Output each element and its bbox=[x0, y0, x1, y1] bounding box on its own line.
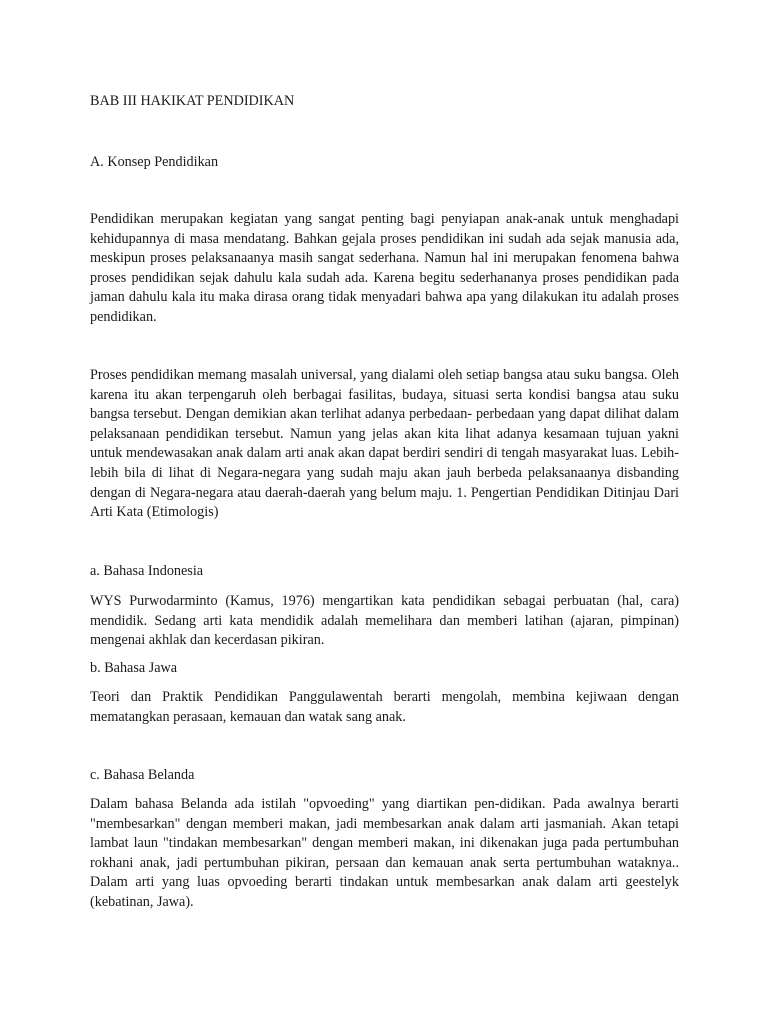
subheading-bahasa-jawa: b. Bahasa Jawa bbox=[90, 660, 178, 676]
paragraph-2: Proses pendidikan memang masalah universal, yang dialami oleh setiap bangsa atau suku bangsa. Oleh karena itu akan terpengaruh oleh berbagai fasilitas, budaya, situasi serta kondisi bangsa atau suku bangsa tersebut. Dengan demikian akan terlihat adanya perbedaan- perbedaan yang dapat dilihat dalam pelaksanaan pendidikan tersebut. Namun yang jelas akan kita lihat adanya kesamaan tujuan yakni untuk mendewasakan anak dalam arti anak akan dapat berdiri sendiri di tengah masyarakat luas. Lebih-lebih bila di lihat di Negara-negara yang sudah maju akan jauh berbeda pelaksanaanya disbanding dengan di Negara-negara atau daerah-daerah yang belum maju. 1. Pengertian Pendidikan Ditinjau Dari Arti Kata (Etimologis) bbox=[90, 367, 679, 521]
subheading-bahasa-indonesia: a. Bahasa Indonesia bbox=[90, 563, 204, 579]
paragraph-4: Teori dan Praktik Pendidikan Panggulawentah berarti mengolah, membina kejiwaan dengan mematangkan perasaan, kemauan dan watak sang anak. bbox=[90, 689, 679, 725]
paragraph-5: Dalam bahasa Belanda ada istilah "opvoeding" yang diartikan pen-didikan. Pada awalnya berarti "membesarkan" dengan memberi makan, jadi membesarkan anak dalam arti jasmaniah. Akan tetapi lambat laun "tindakan membesarkan" dengan memberi makan, ini dikenakan juga pada pertumbuhan rokhani anak, jadi pertumbuhan pikiran, persaan dan kemauan anak serta pertumbuhan wataknya.. Dalam arti yang luas opvoeding berarti tindakan untuk membesarkan anak dalam arti geestelyk (kebatinan, Jawa). bbox=[90, 796, 679, 910]
paragraph-3: WYS Purwodarminto (Kamus, 1976) mengartikan kata pendidikan sebagai perbuatan (hal, cara) mendidik. Sedang arti kata mendidik adalah memelihara dan memberi latihan (ajaran, pimpinan) mengenai akhlak dan kecerdasan pikiran. bbox=[90, 593, 679, 649]
subheading-bahasa-belanda: c. Bahasa Belanda bbox=[90, 767, 195, 783]
paragraph-1: Pendidikan merupakan kegiatan yang sangat penting bagi penyiapan anak-anak untuk menghadapi kehidupannya di masa mendatang. Bahkan gejala proses pendidikan ini sudah ada sejak manusia ada, meskipun proses pelaksanaanya masih sangat sederhana. Namun hal ini merupakan fenomena bahwa proses pendidikan sejak dahulu kala sudah ada. Karena begitu sederhananya proses pendidikan pada jaman dahulu kala itu maka dirasa orang tidak menyadari bahwa apa yang dilakukan itu adalah proses pendidikan. bbox=[90, 211, 679, 325]
section-heading-konsep: A. Konsep Pendidikan bbox=[90, 154, 219, 170]
chapter-title: BAB III HAKIKAT PENDIDIKAN bbox=[90, 93, 295, 109]
